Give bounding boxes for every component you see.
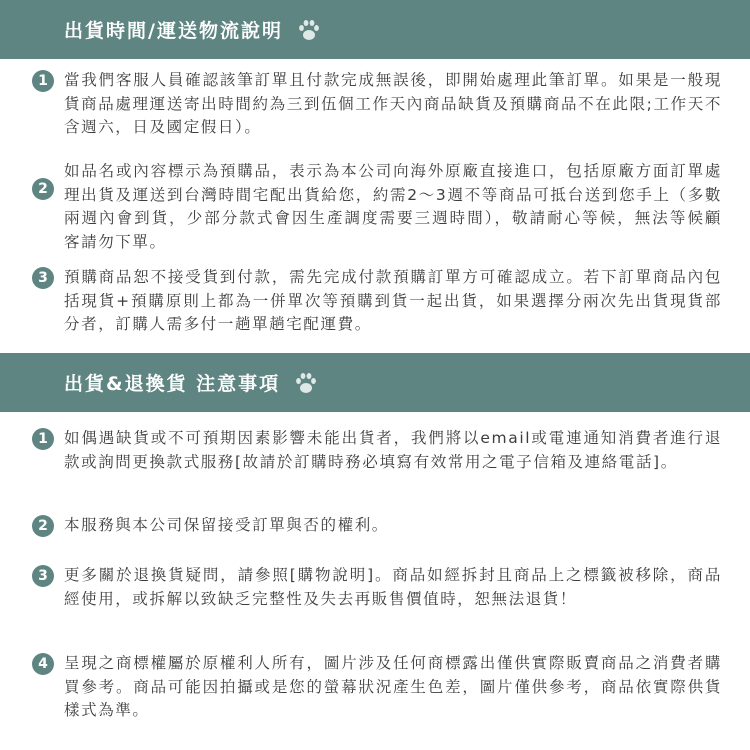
item-number: 3	[32, 267, 54, 289]
list-item	[32, 69, 722, 140]
item-text: 本服務與本公司保留接受訂單與否的權利。	[64, 516, 389, 534]
section1-header	[0, 0, 750, 59]
list-item	[32, 514, 722, 538]
list-item	[32, 266, 722, 337]
section1-title: 出貨時間/運送物流說明	[64, 20, 283, 42]
item-text: 更多關於退換貨疑問，請參照[購物說明]。商品如經拆封且商品上之標籤被移除，商品經使用，或拆解以致缺乏完整性及失去再販售價值時，恕無法退貨！	[64, 566, 722, 608]
section2-title: 出貨&退換貨 注意事項	[64, 373, 281, 395]
list-item	[32, 427, 722, 474]
item-number: 1	[32, 428, 54, 450]
list-item	[32, 160, 722, 254]
item-text: 如偶遇缺貨或不可預期因素影響未能出貨者，我們將以email或電連通知消費者進行退款或詢問更換款式服務[故請於訂購時務必填寫有效常用之電子信箱及連絡電話]。	[64, 429, 722, 471]
item-number: 4	[32, 653, 54, 675]
item-text: 當我們客服人員確認該筆訂單且付款完成無誤後，即開始處理此筆訂單。如果是一般現貨商品處理運送寄出時間約為三到伍個工作天內商品缺貨及預購商品不在此限;工作天不含週六，日及國定假日）。	[64, 71, 722, 136]
list-item	[32, 652, 722, 723]
section2-header	[0, 353, 750, 412]
item-number: 1	[32, 70, 54, 92]
item-text: 預購商品恕不接受貨到付款，需先完成付款預購訂單方可確認成立。若下訂單商品內包括現貨+預購原則上都為一併單次等預購到貨一起出貨，如果選擇分兩次先出貨現貨部分者，訂購人需多付一趟單趟宅配運費。	[64, 268, 722, 333]
paw-icon	[292, 369, 320, 397]
paw-icon	[295, 16, 323, 44]
item-text: 如品名或內容標示為預購品，表示為本公司向海外原廠直接進口，包括原廠方面訂單處理出貨及運送到台灣時間宅配出貨給您，約需2～3週不等商品可抵台送到您手上（多數兩週內會到貨，少部分款式會因生產調度需要三週時間），敬請耐心等候，無法等候顧客請勿下單。	[64, 162, 722, 251]
item-number: 2	[32, 515, 54, 537]
item-number: 3	[32, 565, 54, 587]
list-item	[32, 564, 722, 611]
item-number: 2	[32, 178, 54, 200]
item-text: 呈現之商標權屬於原權利人所有，圖片涉及任何商標露出僅供實際販賣商品之消費者購買參考。商品可能因拍攝或是您的螢幕狀況產生色差，圖片僅供參考，商品依實際供貨樣式為準。	[64, 654, 722, 719]
